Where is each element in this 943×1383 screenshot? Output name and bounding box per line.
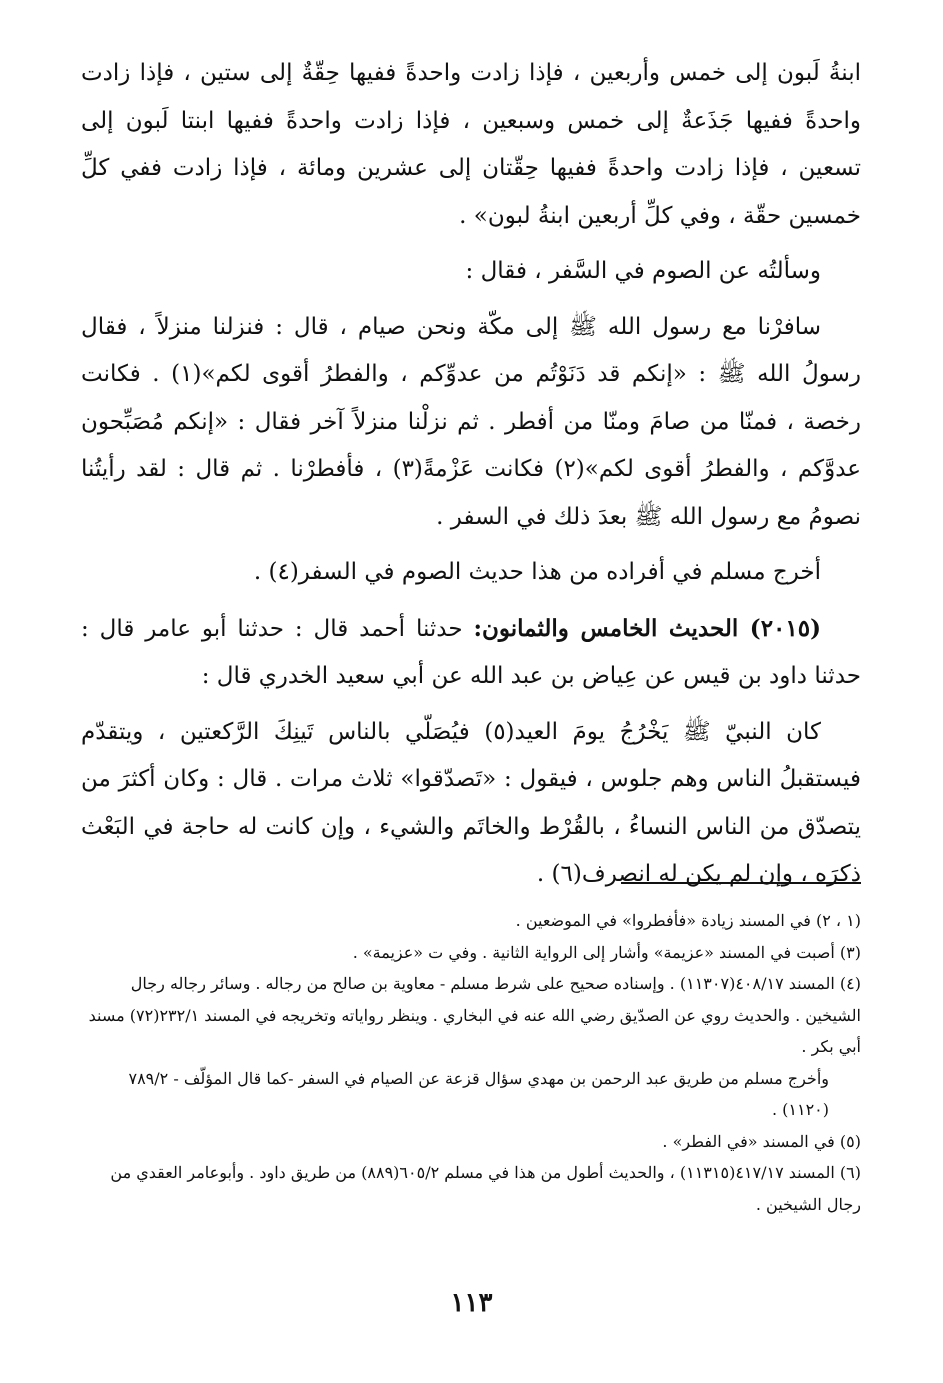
footnote-divider <box>621 882 861 884</box>
footnote-5: (٥) في المسند «في الفطر» . <box>662 1131 861 1151</box>
main-text-block <box>81 50 861 899</box>
paragraph-question-fasting: وسألتُه عن الصوم في السَّفر ، فقال : <box>465 258 821 284</box>
footnote-1-2: (١ ، ٢) في المسند زيادة «فأفطروا» في الموضعين . <box>515 911 861 930</box>
footnote-3: (٣) أصبت في المسند «عزيمة» وأشار إلى الرواية الثانية . وفي ت «عزيمة» . <box>352 942 861 962</box>
hadith-isnad: حدثنا أحمد قال : حدثنا أبو عامر قال : حدثنا داود بن قيس عن عِياض بن عبد الله عن أبي سعيد الخدري قال : <box>81 615 861 689</box>
page-number: ١١٣ <box>450 1288 493 1318</box>
footnotes-block <box>81 905 861 1220</box>
footnote-4: (٤) المسند ٤٠٨/١٧(١١٣٠٧) . وإسناده صحيح على شرط مسلم - معاوية بن صالح من رجاله . وسائر رجاله رجال الشيخين . والحديث روي عن الصدّيق رضي الله عنه في البخاري . وينظر رواياته وتخريجه في المسند ٢٣٢/١(٧٢) مسند أبي بكر . <box>88 974 861 1056</box>
paragraph-muslim-reference: أخرج مسلم في أفراده من هذا حديث الصوم في السفر(٤) . <box>253 559 821 585</box>
paragraph-travel-narration: سافرْنا مع رسول الله ﷺ إلى مكّة ونحن صيام ، قال : فنزلنا منزلاً ، فقال رسولُ الله ﷺ : «إنكم قد دَنَوْتُم من عدوِّكم ، والفطرُ أقوى لكم»(١) . فكانت رخصة ، فمنّا من صامَ ومنّا من أفطر . ثم نزلْنا منزلاً آخر فقال : «إنكم مُصَبِّحون عدوَّكم ، والفطرُ أقوى لكم»(٢) فكانت عَزْمةً(٣) ، فأفطرْنا . ثم قال : لقد رأيتُنا نصومُ مع رسول الله ﷺ بعدَ ذلك في السفر . <box>81 313 862 530</box>
footnote-6: (٦) المسند ٤١٧/١٧(١١٣١٥) ، والحديث أطول من هذا في مسلم ٦٠٥/٢(٨٨٩) من طريق داود . وأبوعامر العقدي من رجال الشيخين . <box>110 1163 861 1214</box>
paragraph-eid-narration: كان النبيّ ﷺ يَخْرُجُ يومَ العيد(٥) فيُصَلّي بالناس تَينِكَ الرَّكعتين ، ويتقدّم فيستقبلُ الناس وهم جلوس ، فيقول : «تَصدّقوا» ثلاث مرات . قال : وكان أكثرَ من يتصدّق من الناس النساءُ ، بالقُرْط والخاتَم والشيء ، وإن كانت له حاجة في البَعْث ذكرَه ، وإن لم يكن له انصرف(٦) . <box>81 718 861 887</box>
hadith-heading: (٢٠١٥) الحديث الخامس والثمانون: <box>473 614 821 642</box>
footnote-4-continuation: وأخرج مسلم من طريق عبد الرحمن بن مهدي سؤال قزعة عن الصيام في السفر -كما قال المؤلّف - ٧٨٩/٢ (١١٢٠) . <box>128 1068 829 1119</box>
paragraph-hadith-2015 <box>81 605 861 701</box>
paragraph-zakat-camels: ابنةُ لَبون إلى خمس وأربعين ، فإذا زادت واحدةً ففيها حِقّةٌ إلى ستين ، فإذا زادت واحدةً ففيها جَذَعةٌ إلى خمس وسبعين ، فإذا زادت واحدةً ففيها ابنتا لَبون إلى تسعين ، فإذا زادت واحدةً ففيها حِقّتان إلى عشرين ومائة ، فإذا زادت ففي كلِّ خمسين حقّة ، وفي كلِّ أربعين ابنةُ لبون» . <box>81 60 861 229</box>
